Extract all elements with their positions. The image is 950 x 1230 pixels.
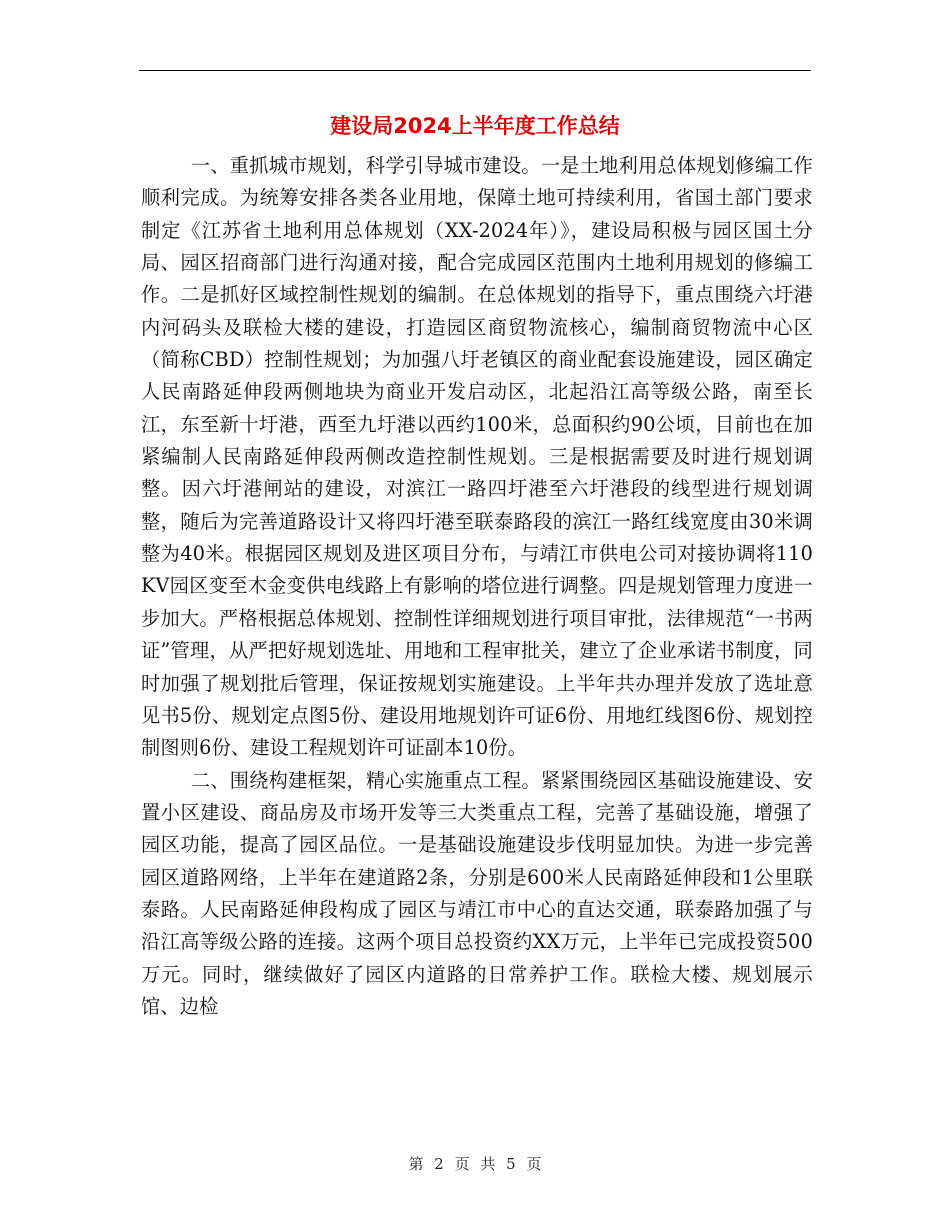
paragraph-planning: 一、重抓城市规划，科学引导城市建设。一是土地利用总体规划修编工作顺利完成。为统筹安排各类各业用地，保障土地可持续利用，省国土部门要求制定《江苏省土地利用总体规划（XX-2024年）》，建设局积极与园区国土分局、园区招商部门进行沟通对接，配合完成园区范围内土地利用规划的修编工作。二是抓好区域控制性规划的编制。在总体规划的指导下，重点围绕六圩港内河码头及联检大楼的建设，打造园区商贸物流核心，编制商贸物流中心区（简称CBD）控制性规划；为加强八圩老镇区的商业配套设施建设，园区确定人民南路延伸段两侧地块为商业开发启动区，北起沿江高等级公路，南至长江，东至新十圩港，西至九圩港以西约100米，总面积约90公顷，目前也在加紧编制人民南路延伸段两侧改造控制性规划。三是根据需要及时进行规划调整。因六圩港闸站的建设，对滨江一路四圩港至六圩港段的线型进行规划调整，随后为完善道路设计又将四圩港至联泰路段的滨江一路红线宽度由30米调整为40米。根据园区规划及进区项目分布，与靖江市供电公司对接协调将110KV园区变至木金变供电线路上有影响的塔位进行调整。四是规划管理力度进一步加大。严格根据总体规划、控制性详细规划进行项目审批，法律规范“一书两证”管理，从严把好规划选址、用地和工程审批关，建立了企业承诺书制度，同时加强了规划批后管理，保证按规划实施建设。上半年共办理并发放了选址意见书5份、规划定点图5份、建设用地规划许可证6份、用地红线图6份、规划控制图则6份、建设工程规划许可证副本10份。 (141, 154, 813, 760)
document-body (141, 150, 813, 1023)
header-rule (139, 70, 811, 71)
page-number: 第 2 页 共 5 页 (408, 1155, 542, 1173)
document-title: 建设局2024上半年度工作总结 (330, 114, 620, 138)
paragraph-key-projects: 二、围绕构建框架，精心实施重点工程。紧紧围绕园区基础设施建设、安置小区建设、商品房及市场开发等三大类重点工程，完善了基础设施，增强了园区功能，提高了园区品位。一是基础设施建设步伐明显加快。为进一步完善园区道路网络，上半年在建道路2条，分别是600米人民南路延伸段和1公里联泰路。人民南路延伸段构成了园区与靖江市中心的直达交通，联泰路加强了与沿江高等级公路的连接。这两个项目总投资约XX万元，上半年已完成投资500万元。同时，继续做好了园区内道路的日常养护工作。联检大楼、规划展示馆、边检 (141, 768, 813, 1018)
